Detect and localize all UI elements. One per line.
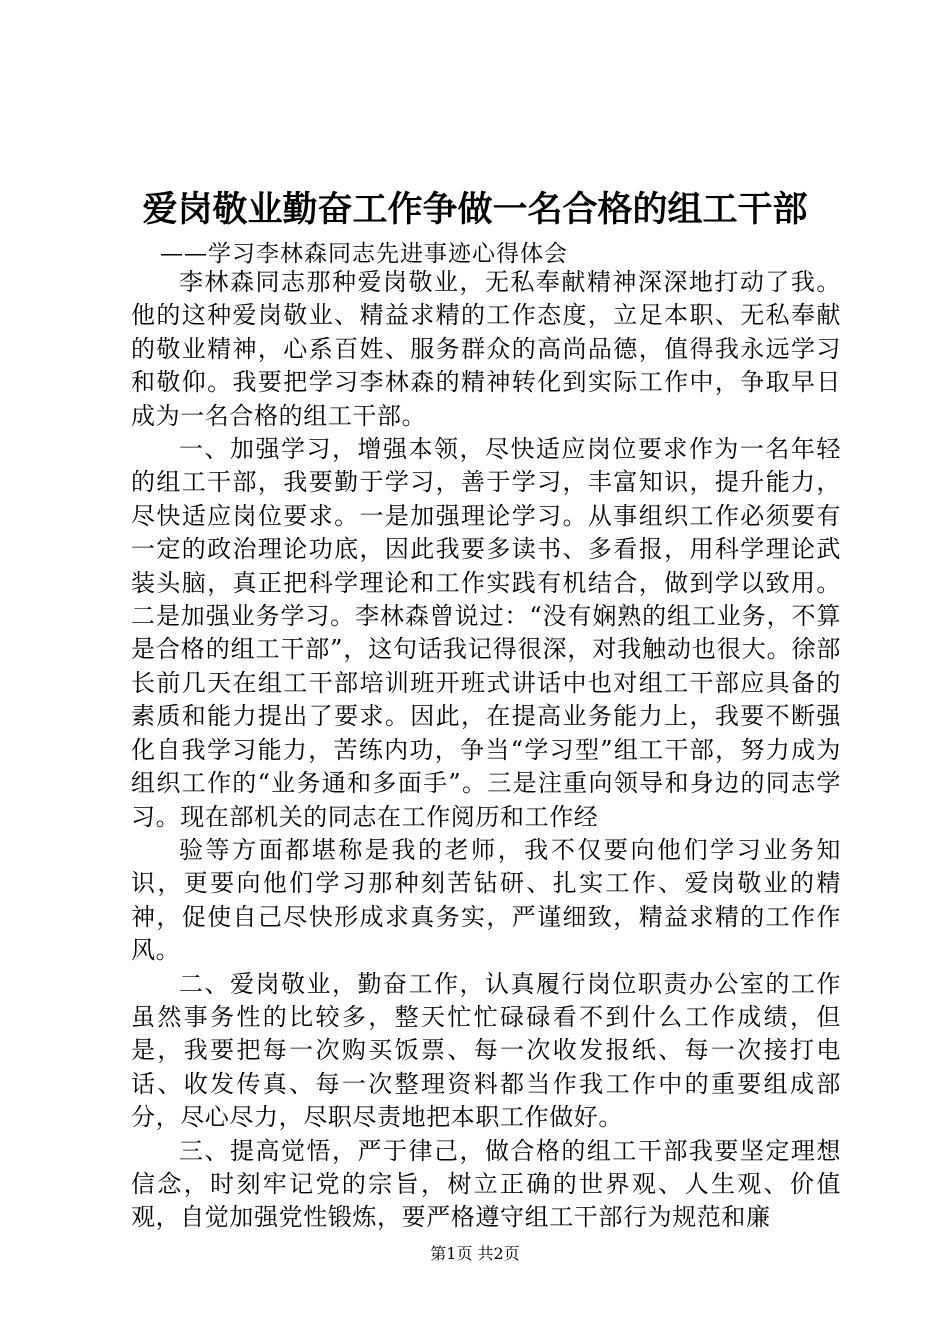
body-paragraph: 一、加强学习，增强本领，尽快适应岗位要求作为一名年轻的组工干部，我要勤于学习，善于学习，丰富知识，提升能力，尽快适应岗位要求。一是加强理论学习。从事组织工作必须要有一定的政治理论功底，因此我要多读书、多看报，用科学理论武装头脑，真正把科学理论和工作实践有机结合，做到学以致用。二是加强业务学习。李林森曾说过：“没有娴熟的组工业务，不算是合格的组工干部”，这句话我记得很深，对我触动也很大。徐部长前几天在组工干部培训班开班式讲话中也对组工干部应具备的素质和能力提出了要求。因此，在提高业务能力上，我要不断强化自我学习能力，苦练内功，争当“学习型”组工干部，努力成为组织工作的“业务通和多面手”。三是注重向领导和身边的同志学习。现在部机关的同志在工作阅历和工作经 — [131, 435, 841, 831]
body-paragraph: 李林森同志那种爱岗敬业，无私奉献精神深深地打动了我。他的这种爱岗敬业、精益求精的工作态度，立足本职、无私奉献的敬业精神，心系百姓、服务群众的高尚品德，值得我永远学习和敬仰。我要把学习李林森的精神转化到实际工作中，争取早日成为一名合格的组工干部。 — [131, 268, 841, 430]
document-subtitle: ——学习李林森同志先进事迹心得体会 — [160, 241, 568, 267]
body-paragraph: 二、爱岗敬业，勤奋工作，认真履行岗位职责办公室的工作虽然事务性的比较多，整天忙忙碌碌看不到什么工作成绩，但是，我要把每一次购买饭票、每一次收发报纸、每一次接打电话、收发传真、每一次整理资料都当作我工作中的重要组成部分，尽心尽力，尽职尽责地把本职工作做好。 — [131, 969, 841, 1132]
body-paragraph: 验等方面都堪称是我的老师，我不仅要向他们学习业务知识，更要向他们学习那种刻苦钻研、扎实工作、爱岗敬业的精神，促使自己尽快形成求真务实，严谨细致，精益求精的工作作风。 — [131, 835, 841, 965]
document-body — [131, 266, 841, 1235]
page-footer: 第1页 共2页 — [430, 1244, 520, 1263]
document-title: 爱岗敬业勤奋工作争做一名合格的组工干部 — [142, 189, 808, 230]
body-paragraph: 三、提高觉悟，严于律己，做合格的组工干部我要坚定理想信念，时刻牢记党的宗旨，树立正确的世界观、人生观、价值观，自觉加强党性锻炼，要严格遵守组工干部行为规范和廉 — [131, 1136, 841, 1232]
